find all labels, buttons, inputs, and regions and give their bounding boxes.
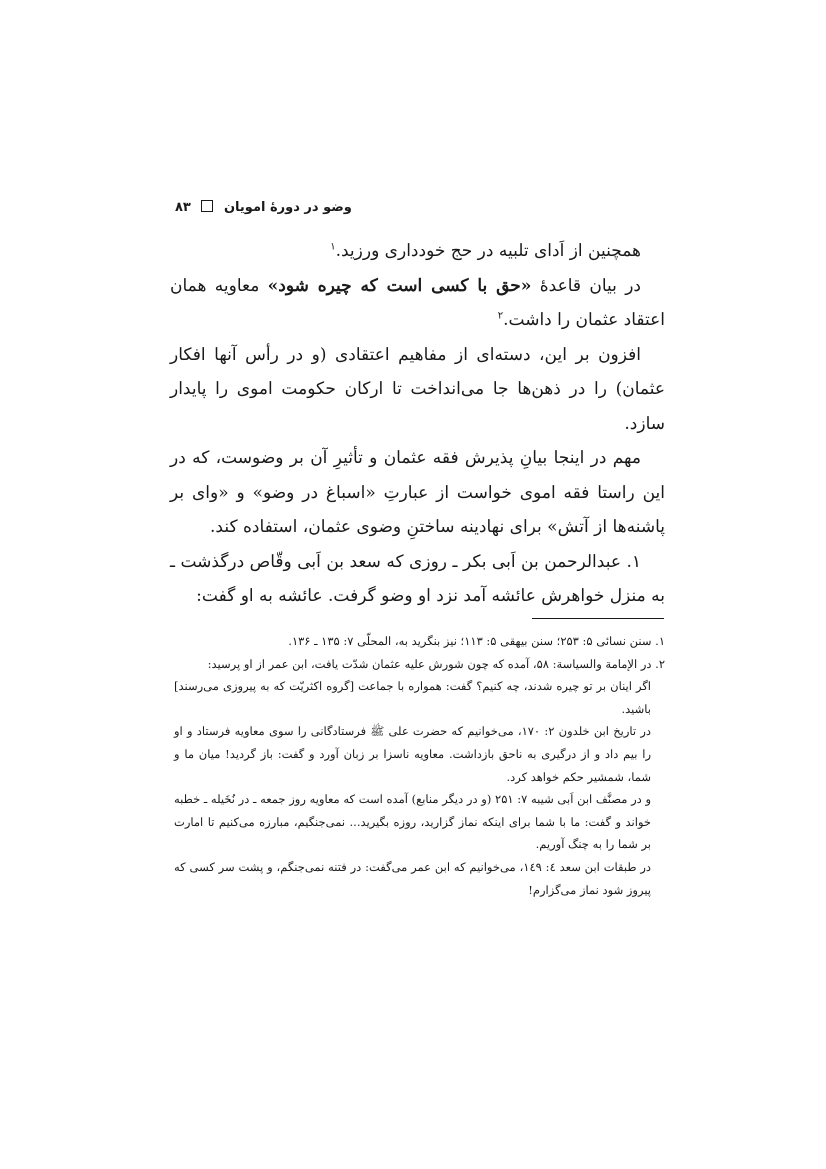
bold-quote: «حق با کسی است که چیره شود» (267, 275, 532, 296)
main-text (170, 234, 665, 614)
paragraph-2: در بیان قاعدهٔ «حق با کسی است که چیره شود» معاویه همان اعتقاد عثمان را داشت.$^۲$ (170, 275, 665, 330)
square-bullet-icon (201, 200, 213, 212)
footnote-ref-2[interactable]: ۲ (497, 310, 504, 322)
running-header (175, 200, 665, 215)
paragraph-4: مهم در اینجا بیانِ پذیرش فقه عثمان و تأثیرِ آن بر وضوست، که در این راستا فقه اموی خواست از عبارتِ «اسباغ در وضو» و «وای بر پاشنه‌ها از آتش» برای نهادینه ساختنِ وضوی عثمان، استفاده کند. (170, 448, 665, 537)
chapter-title: وضو در دورهٔ امویان (223, 200, 352, 215)
footnote-2-part-a: اگر اینان بر تو چیره شدند، چه کنیم؟ گفت: همواره با جماعت [گروه اکثریّت که به پیروزی می‌رسند] باشید. (174, 679, 651, 716)
footnote-2-part-c: و در مصنَّف ابن اَبی شیبه ۷: ۲۵۱ (و در دیگر منابع) آمده است که معاویه روز جمعه ـ در نُخَیله ـ خطبه خواند و گفت: ما با شما برای اینکه نماز گزارید، روزه بگیرید... نمی‌جنگیم، مبارزه می‌کنیم تا امارت بر شما را به چنگ آوریم. (174, 792, 651, 852)
paragraph-1: همچنین از اَدای تلبیه در حج خودداری ورزید.$^۱$ (330, 241, 641, 261)
footnote-2-intro: ۲. در الإمامة والسیاسة: ۵۸، آمده که چون شورش علیه عثمان شدّت یافت، ابن عمر از او پرسید: (207, 656, 665, 671)
footnote-2-part-b: در تاریخ ابن خلدون ۲: ۱۷۰، می‌خوانیم که حضرت علی ﷺ فرستادگانی را سوی معاویه فرستاد و او را بیم داد و از درگیری به ناحق بازداشت. معاویه ناسزا بر زبان آورد و گفت: باز گردید! میان ما و شما، شمشیر حکم خواهد کرد. (174, 724, 652, 784)
footnote-divider (532, 618, 664, 619)
paragraph-5: ۱. عبدالرحمن بن اَبی بکر ـ روزی که سعد بن اَبی وقّاص درگذشت ـ به منزل خواهرش عائشه آمد نزد او وضو گرفت. عائشه به او گفت: (170, 551, 665, 606)
paragraph-3: افزون بر این، دسته‌ای از مفاهیم اعتقادی (و در رأس آنها افکار عثمان) را در ذهن‌ها جا می‌انداخت تا ارکان حکومت اموی را پایدار سازد. (170, 344, 665, 434)
footnote-1: ۱. سنن نسائی ۵: ۲۵۳؛ سنن بیهقی ۵: ۱۱۳؛ نیز بنگرید به، المحلّی ۷: ۱۳۵ ـ ۱۳۶. (288, 634, 665, 648)
footnote-2-part-d: در طبقات ابن سعد ٤: ۱٤۹، می‌خوانیم که ابن عمر می‌گفت: در فتنه نمی‌جنگم، و پشت سر کسی که پیروز شود نماز می‌گزارم! (174, 859, 651, 897)
footnote-ref-1[interactable]: ۱ (330, 241, 336, 253)
footnotes (174, 630, 665, 901)
page-number: ۸۳ (175, 200, 191, 215)
